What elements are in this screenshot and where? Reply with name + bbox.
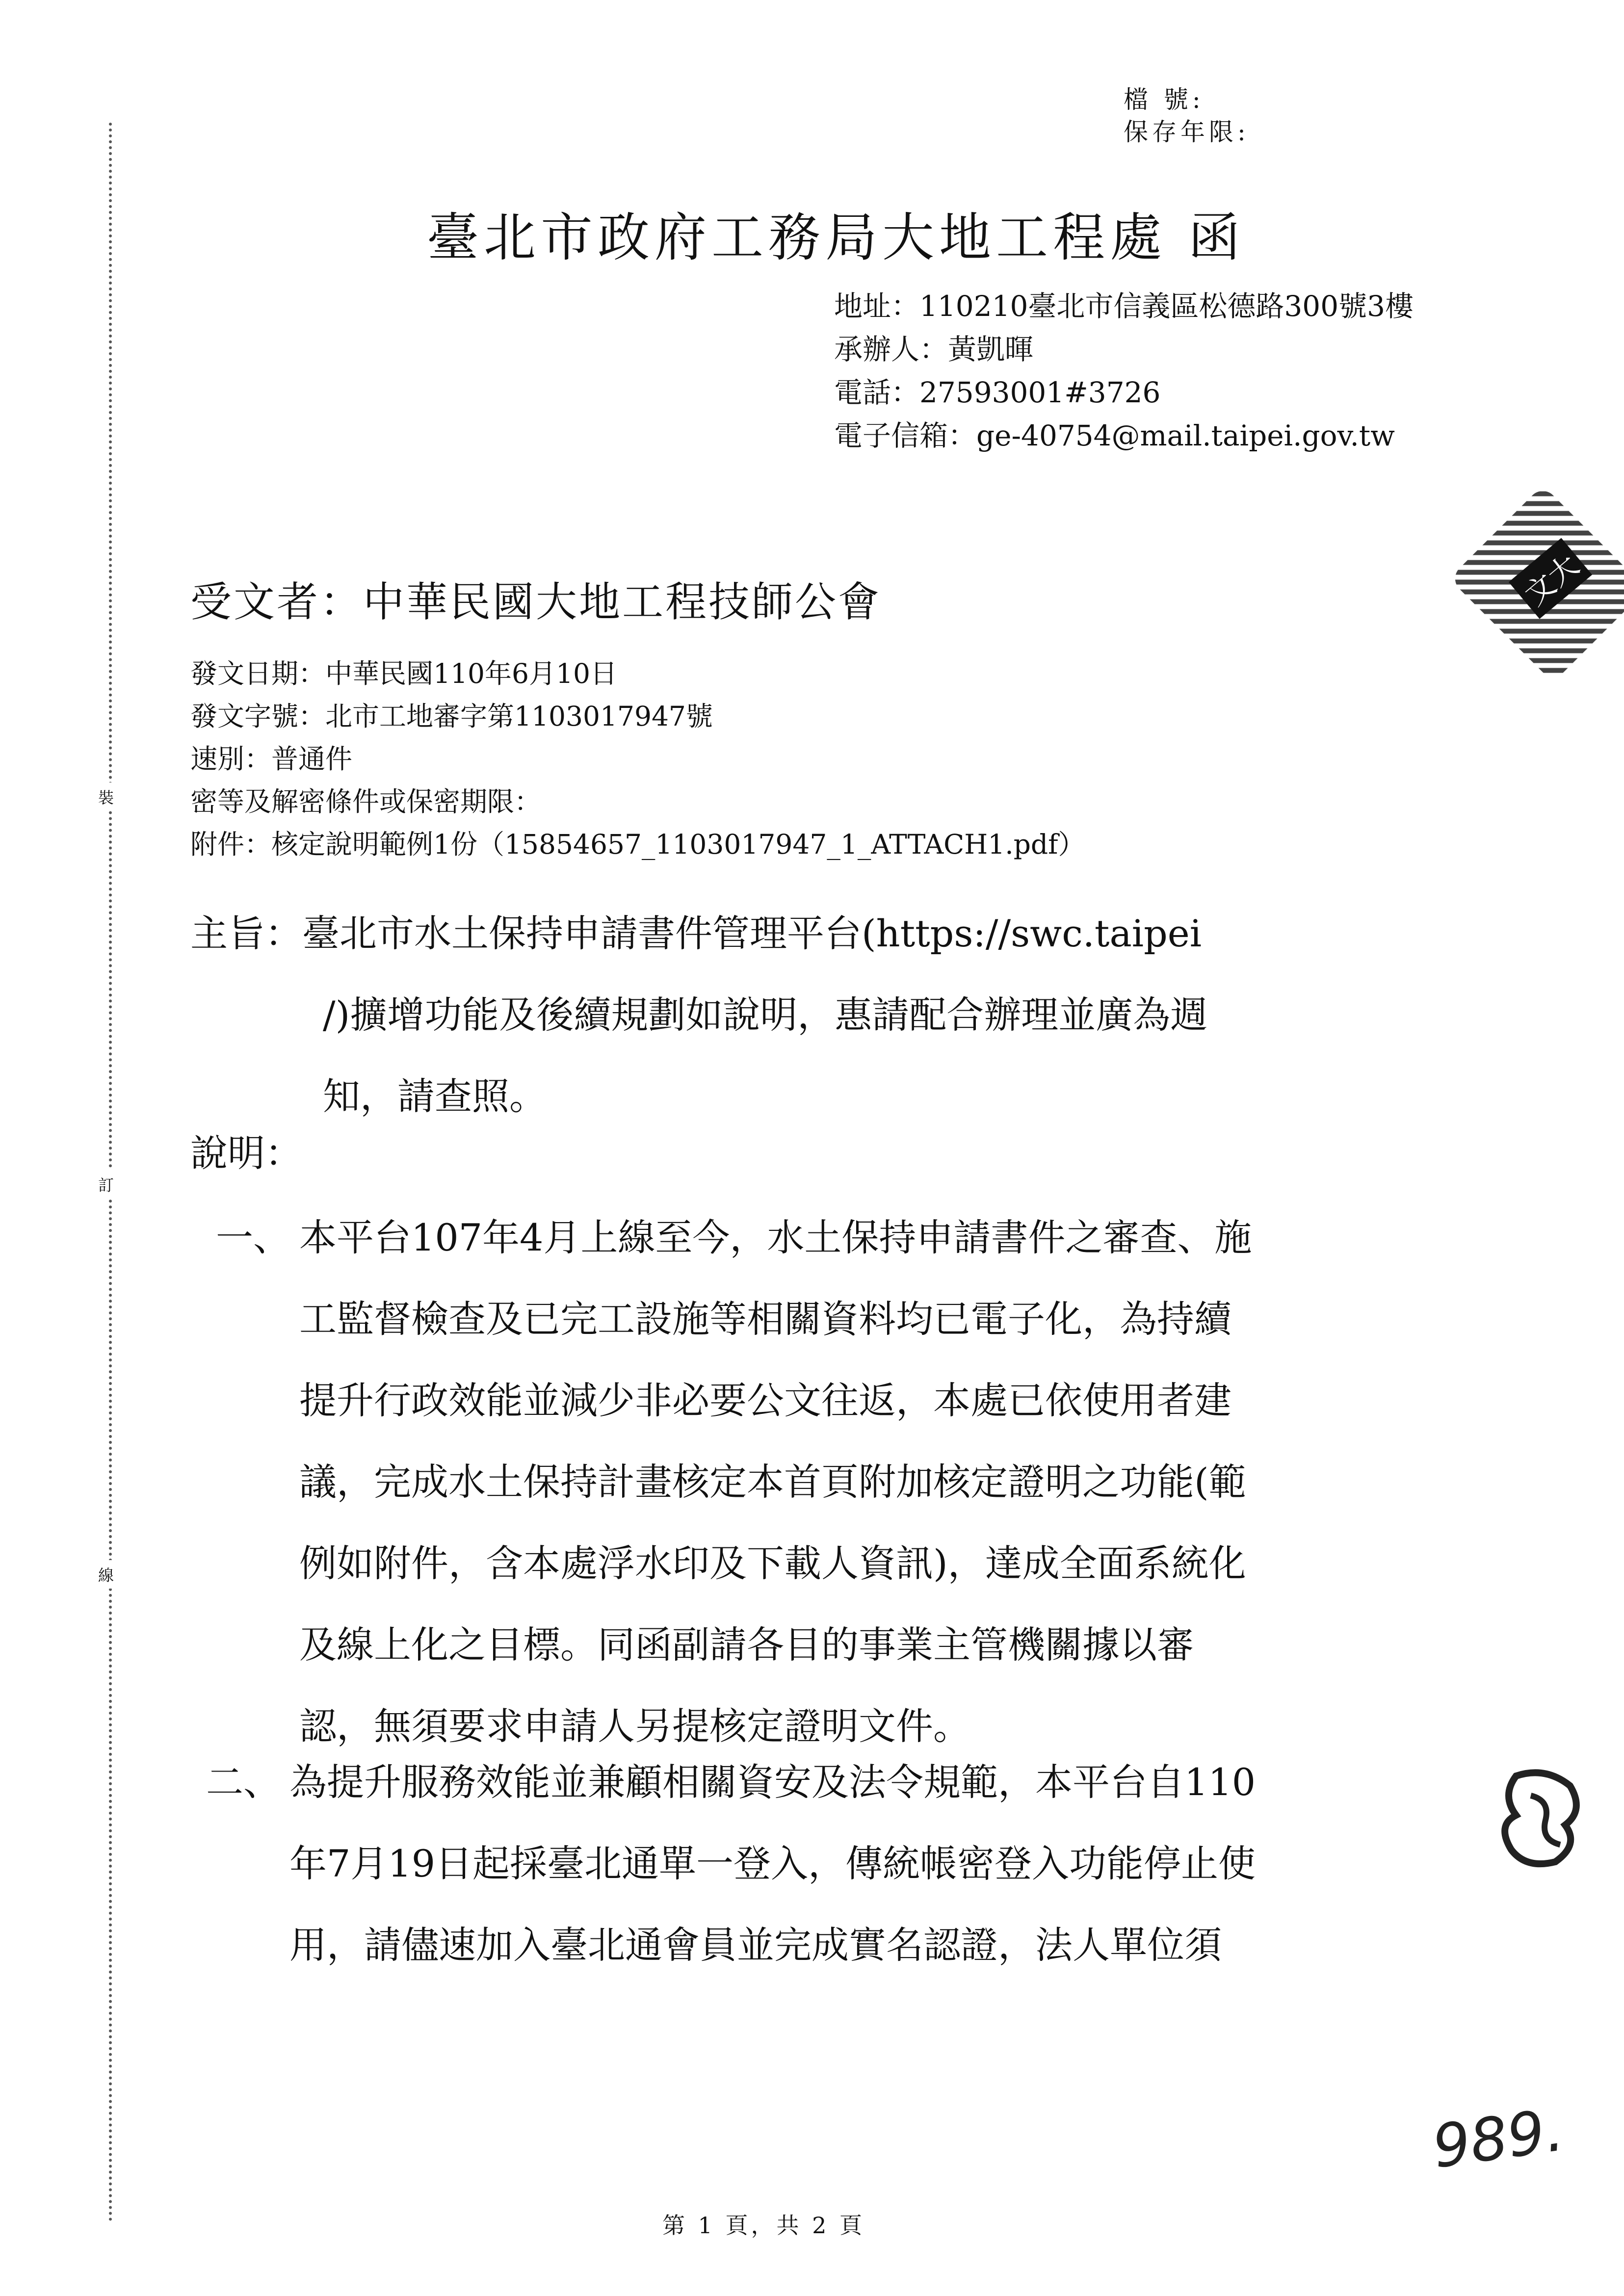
- binding-mark-xian: 線: [98, 1560, 114, 1589]
- paragraph-number: 一、: [216, 1216, 290, 1259]
- paragraph-line: 一、 本平台107年4月上線至今，水土保持申請書件之審查、施: [216, 1197, 1252, 1278]
- subject-section: [190, 893, 1207, 1137]
- explanation-label: 說明：: [190, 1131, 302, 1175]
- binding-mark-ding: 訂: [98, 1170, 114, 1199]
- file-number-label: 檔 號:: [1124, 85, 1205, 114]
- issue-speed: 速別：普通件: [190, 743, 353, 775]
- explanation-paragraph-1: [216, 1197, 1252, 1767]
- subject-line-3: 知，請查照。: [323, 1074, 547, 1118]
- contact-phone: 電話：27593001#3726: [834, 376, 1161, 409]
- issue-attachment: 附件：核定說明範例1份（15854657_1103017947_1_ATTACH1.pdf）: [190, 829, 1085, 860]
- recipient: 受文者：中華民國大地工程技師公會: [190, 578, 882, 626]
- paragraph-line: 提升行政效能並減少非必要公文往返，本處已依使用者建: [299, 1379, 1231, 1422]
- contact-handler: 承辦人：黃凱暉: [834, 333, 1034, 366]
- subject-line-2: /)擴增功能及後續規劃如說明，惠請配合辦理並廣為週: [323, 993, 1208, 1037]
- document-title: 臺北市政府工務局大地工程處 函: [427, 208, 1245, 268]
- paragraph-line: 年7月19日起採臺北通單一登入，傳統帳密登入功能停止使: [289, 1842, 1256, 1885]
- paragraph-number: 二、: [206, 1760, 281, 1804]
- page-number: 第 1 頁，共 2 頁: [662, 2212, 865, 2239]
- retention-period-label: 保存年限:: [1124, 118, 1250, 146]
- paragraph-line: 及線上化之目標。同函副請各目的事業主管機關據以審: [299, 1623, 1194, 1667]
- binding-mark-zhuang: 裝: [98, 783, 114, 811]
- subject-line-1: 主旨：臺北市水土保持申請書件管理平台(https://swc.taipei: [190, 912, 1202, 955]
- contact-email: 電子信箱：ge-40754@mail.taipei.gov.tw: [834, 419, 1395, 452]
- issue-doc-number: 發文字號：北市工地審字第1103017947號: [190, 701, 713, 732]
- seal-mark: [1496, 1766, 1590, 1869]
- contact-address: 地址：110210臺北市信義區松德路300號3樓: [834, 289, 1414, 323]
- paragraph-line: 例如附件，含本處浮水印及下載人資訊)，達成全面系統化: [299, 1541, 1246, 1585]
- file-meta: [1124, 83, 1250, 148]
- issue-date: 發文日期：中華民國110年6月10日: [190, 658, 617, 689]
- issue-meta: [190, 652, 1085, 866]
- explanation-paragraph-2: [206, 1742, 1256, 1986]
- received-stamp-text: 文大: [1509, 538, 1592, 619]
- contact-block: [834, 285, 1462, 457]
- handwritten-number: 989.: [1428, 2096, 1568, 2182]
- paragraph-line: 認，無須要求申請人另提核定證明文件。: [299, 1704, 970, 1748]
- issue-confidentiality: 密等及解密條件或保密期限：: [190, 786, 542, 817]
- paragraph-line: 用，請儘速加入臺北通會員並完成實名認證，法人單位須: [289, 1923, 1222, 1967]
- paragraph-line: 工監督檢查及已完工設施等相關資料均已電子化，為持續: [299, 1297, 1231, 1341]
- paragraph-line: 議，完成水土保持計畫核定本首頁附加核定證明之功能(範: [299, 1460, 1246, 1504]
- paragraph-line: 二、 為提升服務效能並兼顧相關資安及法令規範，本平台自110: [206, 1742, 1256, 1823]
